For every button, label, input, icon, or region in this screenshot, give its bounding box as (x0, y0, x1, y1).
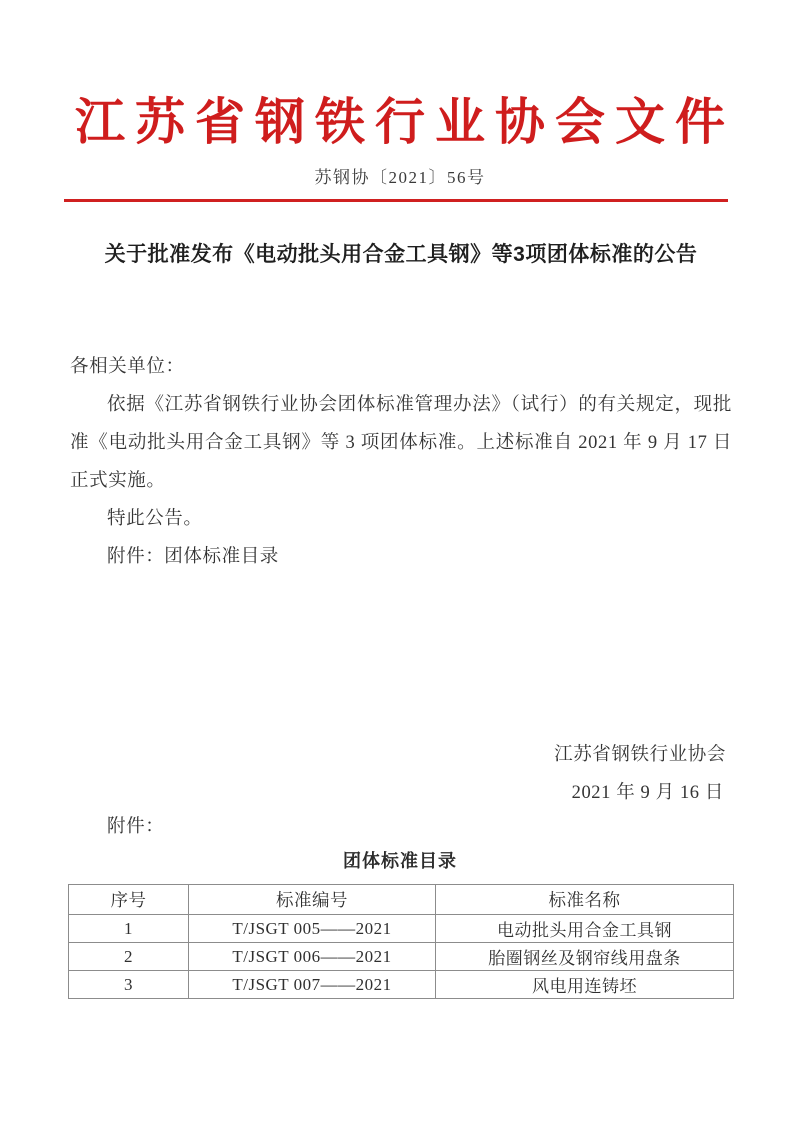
red-divider-rule (64, 199, 728, 202)
salutation: 各相关单位： (70, 357, 185, 377)
cell-index: 3 (69, 971, 189, 999)
masthead (0, 92, 800, 190)
table-row (69, 943, 734, 971)
body-paragraph-1: 依据《江苏省钢铁行业协会团体标准管理办法》（试行）的有关规定，现批准《电动批头用合金工具钢》等 3 项团体标准。上述标准自 2021 年 9 月 17 日正式实施。 (70, 395, 732, 491)
table-header-row (69, 885, 734, 915)
organization-masthead-title: 江苏省钢铁行业协会文件 (75, 94, 735, 150)
body-paragraph-2: 特此公告。 (107, 509, 203, 529)
column-header-name: 标准名称 (436, 885, 734, 915)
cell-standard-name: 电动批头用合金工具钢 (436, 915, 734, 943)
column-header-index: 序号 (69, 885, 189, 915)
signing-date: 2021 年 9 月 16 日 (571, 783, 724, 803)
cell-standard-code: T/JSGT 006——2021 (189, 943, 436, 971)
attachment-title: 团体标准目录 (343, 851, 457, 871)
cell-index: 2 (69, 943, 189, 971)
document-number: 苏钢协〔2021〕56号 (314, 168, 486, 187)
signing-organization: 江苏省钢铁行业协会 (554, 745, 726, 765)
body-content (70, 348, 732, 576)
table-row (69, 971, 734, 999)
cell-index: 1 (69, 915, 189, 943)
cell-standard-name: 胎圈钢丝及钢帘线用盘条 (436, 943, 734, 971)
signature-block (70, 736, 732, 812)
announcement-headline: 关于批准发布《电动批头用合金工具钢》等3项团体标准的公告 (104, 243, 698, 266)
cell-standard-name: 风电用连铸坯 (436, 971, 734, 999)
standards-catalog-table (68, 884, 734, 999)
body-paragraph-3: 附件：团体标准目录 (107, 547, 279, 567)
table-row (69, 915, 734, 943)
attachment-label: 附件： (107, 817, 165, 837)
cell-standard-code: T/JSGT 005——2021 (189, 915, 436, 943)
column-header-code: 标准编号 (189, 885, 436, 915)
cell-standard-code: T/JSGT 007——2021 (189, 971, 436, 999)
